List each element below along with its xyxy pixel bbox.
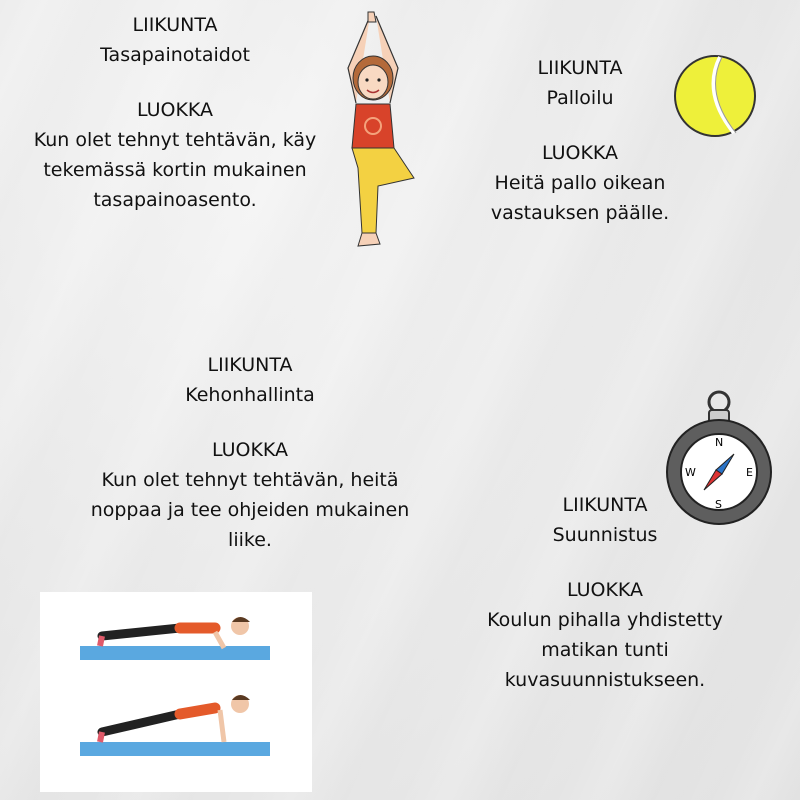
svg-text:S: S xyxy=(715,498,722,511)
card-body-control xyxy=(50,350,450,555)
instruction-line: Koulun pihalla yhdistetty xyxy=(487,609,723,631)
instruction-line: matikan tunti xyxy=(541,639,669,661)
child-yoga-tree-pose-icon xyxy=(318,8,428,253)
instruction-line: noppaa ja tee ohjeiden mukainen xyxy=(90,499,410,521)
grade-label: LUOKKA xyxy=(541,142,619,164)
subject-label: LIIKUNTA xyxy=(562,494,648,516)
instruction-line: liike. xyxy=(228,529,272,551)
instruction-line: tekemässä kortin mukainen xyxy=(43,159,307,181)
plank-exercise-image xyxy=(40,592,312,792)
instruction-line: Heitä pallo oikean xyxy=(494,172,666,194)
plank-exercise-icon xyxy=(40,592,312,792)
topic-label: Tasapainotaidot xyxy=(100,44,250,66)
instruction-line: tasapainoasento. xyxy=(93,189,257,211)
instruction-line: Kun olet tehnyt tehtävän, heitä xyxy=(101,469,399,491)
subject-label: LIIKUNTA xyxy=(207,354,293,376)
subject-label: LIIKUNTA xyxy=(537,57,623,79)
instruction-line: Kun olet tehnyt tehtävän, käy xyxy=(33,129,317,151)
svg-text:E: E xyxy=(746,466,753,479)
topic-label: Kehonhallinta xyxy=(185,384,315,406)
card-balance xyxy=(0,10,350,215)
tennis-ball-icon xyxy=(672,53,758,139)
svg-text:W: W xyxy=(685,466,696,479)
grade-label: LUOKKA xyxy=(136,99,214,121)
grade-label: LUOKKA xyxy=(566,579,644,601)
card-orienteering xyxy=(450,490,800,695)
topic-label: Suunnistus xyxy=(552,524,658,546)
svg-text:N: N xyxy=(715,436,724,449)
instruction-line: vastauksen päälle. xyxy=(490,202,670,224)
grade-label: LUOKKA xyxy=(211,439,289,461)
subject-label: LIIKUNTA xyxy=(132,14,218,36)
instruction-line: kuvasuunnistukseen. xyxy=(504,669,706,691)
topic-label: Palloilu xyxy=(546,87,614,109)
